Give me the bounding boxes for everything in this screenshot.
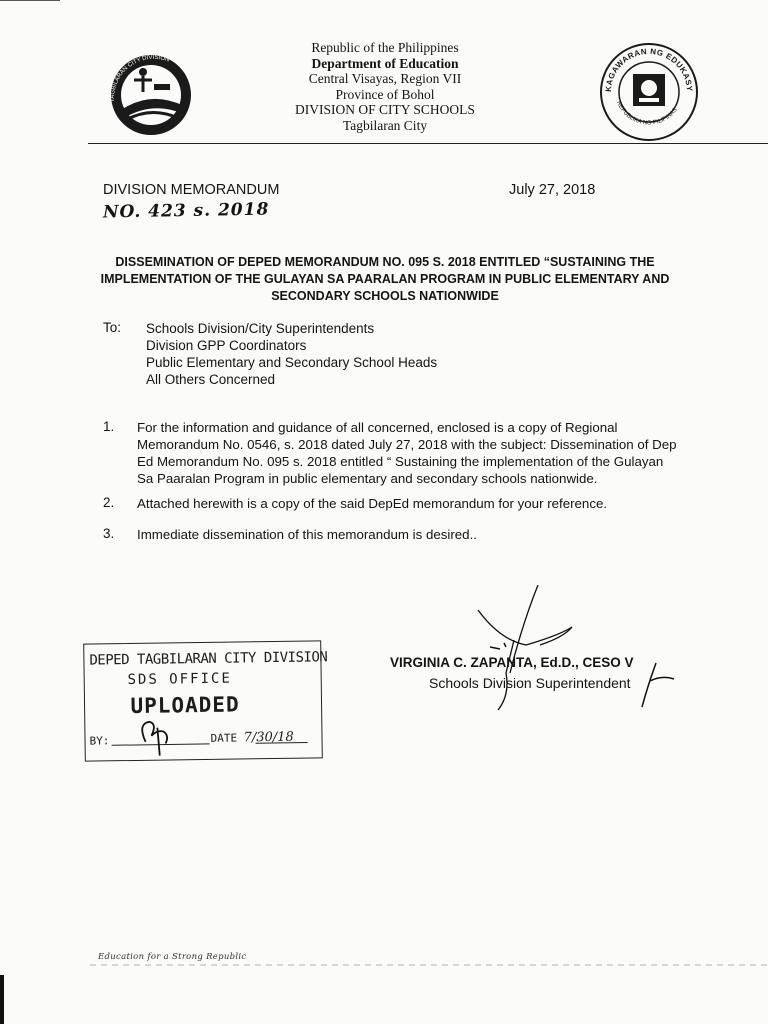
deped-seal [597,40,701,144]
footer-motto: Education for a Strong Republic [98,952,247,962]
svg-text:REPUBLIKA NG PILIPINAS: REPUBLIKA NG PILIPINAS [615,100,679,127]
header-line-division: DIVISION OF CITY SCHOOLS [295,102,475,118]
header-line-province: Province of Bohol [335,86,435,102]
header-line-republic: Republic of the Philippines [311,40,459,55]
signatory-title: Schools Division Superintendent [429,675,631,691]
footer-divider [90,963,768,967]
recipient-item: Division GPP Coordinators [146,338,307,353]
division-logo [96,40,206,140]
superintendent-signature [470,585,690,715]
memo-label: DIVISION MEMORANDUM [103,182,280,198]
memo-subject: DISSEMINATION OF DEPED MEMORANDUM NO. 095 S. 2018 ENTITLED “SUSTAINING THE IMPLEMENTATION OF THE GULAYAN SA PAARALAN PROGRAM IN PUBLIC ELEMENTARY AND SECONDARY SCHOOLS NATIONWIDE [100,255,670,303]
recipient-item: All Others Concerned [146,372,276,387]
memo-number: NO. 423 s. 2018 [102,199,270,223]
uploaded-stamp [83,640,328,761]
header-divider [88,143,768,144]
svg-text:TAGBILARAN CITY DIVISION: TAGBILARAN CITY DIVISION [109,54,171,103]
stamp-office: SDS OFFICE [127,670,232,689]
header-line-department: Department of Education [311,55,459,71]
recipient-item: Public Elementary and Secondary School Heads [146,355,438,370]
scan-edge-mark [0,0,60,1]
item-text: Immediate dissemination of this memorandum is desired.. [137,527,477,542]
item-number: 2. [103,495,115,510]
stamp-date-label: DATE 7/30/18 [210,729,294,746]
header-line-city: Tagbilaran City [342,117,428,133]
stamp-date-value: 7/30/18 [243,729,294,746]
header-line-region: Central Visayas, Region VII [308,71,462,87]
stamp-initials-signature [84,641,322,760]
item-number: 1. [103,419,115,434]
stamp-status: UPLOADED [130,692,240,719]
memo-date: July 27, 2018 [509,182,596,198]
scan-edge-mark [0,975,4,1024]
stamp-by-label: BY: [89,734,110,748]
letterhead [230,40,540,134]
recipient-item: Schools Division/City Superintendents [146,321,375,336]
recipient-list [146,320,437,388]
svg-text:KAGAWARAN NG EDUKASYON: KAGAWARAN NG EDUKASY [603,46,695,93]
stamp-division: DEPED TAGBILARAN CITY DIVISION [89,649,328,669]
item-text: Attached herewith is a copy of the said DepEd memorandum for your reference. [137,496,608,511]
signatory-name: VIRGINIA C. ZAPANTA, Ed.D., CESO V [390,655,634,670]
to-label: To: [103,320,122,335]
item-text: For the information and guidance of all concerned, enclosed is a copy of Regional Memorandum No. 0546, s. 2018 dated July 27, 2018 with the subject: Dissemination of Dep Ed Memorandum No. 095 s. 2018 entitled “ Sustaining the implementation of the Gulayan Sa Paaralan Program in public elementary and secondary schools nationwide. [137,420,677,486]
item-number: 3. [103,526,115,541]
